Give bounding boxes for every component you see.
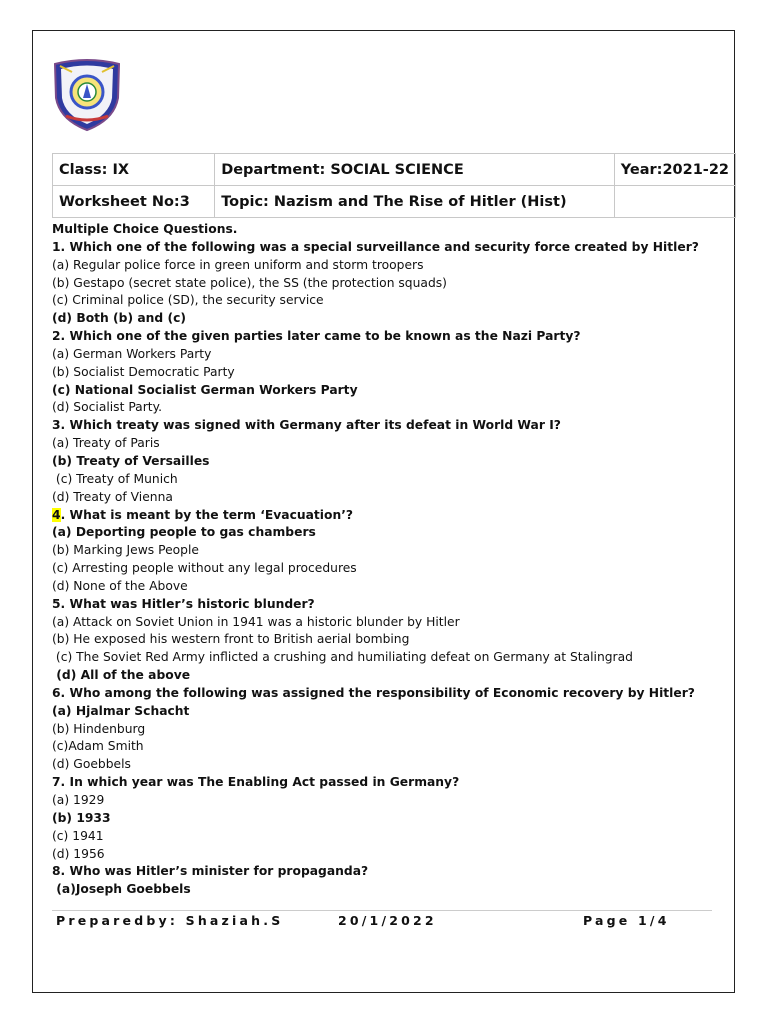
text-line [52, 310, 742, 328]
line-text: (a) 1929 [52, 793, 105, 807]
text-line [52, 703, 742, 721]
highlighted-number: 4 [52, 507, 61, 522]
line-text: (a) Treaty of Paris [52, 436, 160, 451]
line-text: (b) Socialist Democratic Party [52, 364, 235, 379]
footer-date: 20/1/2022 [338, 913, 437, 928]
text-line [52, 239, 742, 257]
text-line [52, 810, 742, 828]
text-line [52, 489, 742, 507]
text-line [52, 596, 742, 614]
text-line [52, 774, 742, 792]
line-text: (a)Joseph Goebbels [52, 882, 191, 897]
line-text: (d) Treaty of Vienna [52, 489, 173, 504]
text-line [52, 738, 742, 756]
footer-rule [52, 910, 712, 911]
line-text: (a) Hjalmar Schacht [52, 703, 190, 718]
text-line [52, 792, 742, 810]
line-text: (c) 1941 [52, 828, 104, 843]
line-text: (a) Deporting people to gas chambers [52, 525, 316, 540]
line-text: (d) 1956 [52, 846, 105, 861]
text-line [52, 649, 742, 667]
text-line [52, 364, 742, 382]
department-cell: Department: SOCIAL SCIENCE [215, 154, 615, 186]
line-text: 1. Which one of the following was a special surveillance and security force created by Hitler? [52, 239, 699, 254]
text-line [52, 881, 742, 899]
text-line [52, 846, 742, 864]
text-line [52, 828, 742, 846]
text-line [52, 382, 742, 400]
line-text: (b) Gestapo (secret state police), the SS (the protection squads) [52, 275, 447, 290]
line-text: 6. Who among the following was assigned the responsibility of Economic recovery by Hitler? [52, 685, 695, 700]
line-text: 8. Who was Hitler’s minister for propaganda? [52, 864, 369, 879]
text-line [52, 257, 742, 275]
text-line [52, 221, 742, 239]
line-text: (a) Regular police force in green uniform and storm troopers [52, 257, 424, 272]
text-line [52, 507, 742, 525]
line-text: (c) Arresting people without any legal procedures [52, 561, 357, 576]
text-line [52, 417, 742, 435]
line-text: (c) National Socialist German Workers Party [52, 382, 358, 397]
line-text: (b) 1933 [52, 810, 111, 825]
text-line [52, 542, 742, 560]
line-text: (c)Adam Smith [52, 739, 144, 754]
empty-cell [614, 186, 735, 218]
worksheet-header-table [52, 153, 736, 218]
line-text: 2. Which one of the given parties later came to be known as the Nazi Party? [52, 329, 581, 344]
text-line [52, 578, 742, 596]
text-line [52, 756, 742, 774]
text-line [52, 346, 742, 364]
line-text: (b) Hindenburg [52, 721, 146, 736]
questions-content [52, 221, 742, 899]
line-text: . What is meant by the term ‘Evacuation’? [60, 507, 354, 522]
text-line [52, 292, 742, 310]
class-cell: Class: IX [53, 154, 215, 186]
line-text: (c) Criminal police (SD), the security service [52, 293, 324, 308]
line-text: 3. Which treaty was signed with Germany after its defeat in World War I? [52, 418, 561, 433]
line-text: Multiple Choice Questions. [52, 222, 238, 236]
line-text: 5. What was Hitler’s historic blunder? [52, 596, 315, 611]
line-text: (b) Marking Jews People [52, 543, 199, 558]
text-line [52, 453, 742, 471]
year-cell: Year:2021-22 [614, 154, 735, 186]
line-text: 7. In which year was The Enabling Act passed in Germany? [52, 775, 460, 790]
text-line [52, 524, 742, 542]
text-line [52, 685, 742, 703]
text-line [52, 399, 742, 417]
text-line [52, 863, 742, 881]
text-line [52, 328, 742, 346]
line-text: (a) German Workers Party [52, 346, 212, 361]
school-crest-logo [52, 58, 122, 132]
text-line [52, 435, 742, 453]
line-text: (d) Goebbels [52, 757, 131, 772]
worksheet-number-cell: Worksheet No:3 [53, 186, 215, 218]
text-line [52, 471, 742, 489]
text-line [52, 667, 742, 685]
topic-cell: Topic: Nazism and The Rise of Hitler (Hist) [215, 186, 615, 218]
line-text: (d) Both (b) and (c) [52, 311, 187, 326]
footer-prepared-by: Preparedby: Shaziah.S [56, 913, 284, 928]
line-text: (d) All of the above [52, 668, 191, 683]
text-line [52, 614, 742, 632]
text-line [52, 275, 742, 293]
text-line [52, 631, 742, 649]
line-text: (c) The Soviet Red Army inflicted a crushing and humiliating defeat on Germany at Stalingrad [52, 650, 633, 665]
text-line [52, 721, 742, 739]
line-text: (b) Treaty of Versailles [52, 453, 210, 468]
line-text: (d) Socialist Party. [52, 400, 163, 415]
text-line [52, 560, 742, 578]
footer-page-number: Page 1/4 [583, 913, 670, 928]
line-text: (b) He exposed his western front to British aerial bombing [52, 632, 410, 647]
line-text: (c) Treaty of Munich [52, 471, 178, 486]
line-text: (d) None of the Above [52, 578, 188, 593]
line-text: (a) Attack on Soviet Union in 1941 was a historic blunder by Hitler [52, 614, 460, 629]
